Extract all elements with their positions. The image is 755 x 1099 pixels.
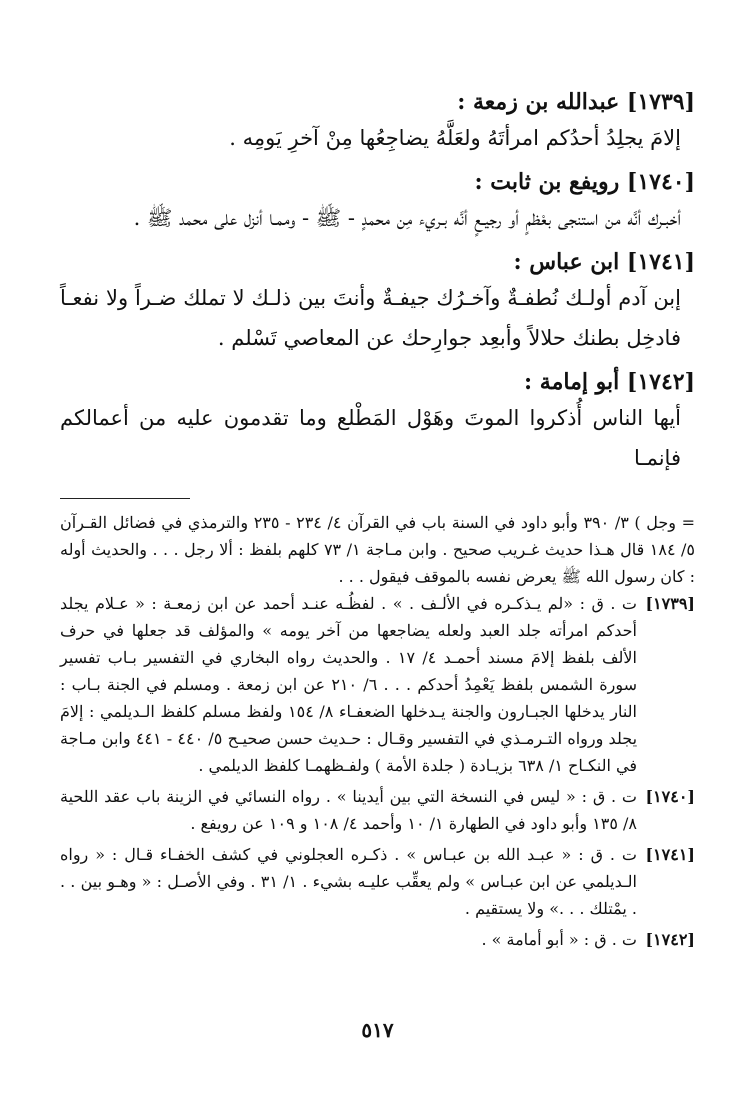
entry-narrator: ابن عباس : [513, 249, 620, 275]
entry-heading [60, 246, 695, 278]
entry-1739 [60, 86, 695, 158]
footnote-text: ت . ق : « أبو أمامة » . [481, 930, 637, 949]
footnote-text: ت . ق : « ليس في النسخة التي بين أيدينا » . رواه النسائي في الزينة باب عقد اللحية ٨/ ١٣٥ وأبو داود في الطهارة ١/ ١٠ وأحمد ٤/ ١٠٨ و ١٠٩ عن رويفع . [60, 787, 637, 833]
entry-narrator: رويفع بن ثابت : [474, 169, 620, 195]
entry-heading [60, 86, 695, 118]
footnote-number: [١٧٤٠] [645, 787, 695, 806]
page-content [60, 86, 695, 957]
footnote-text: ت . ق : «لم يـذكـره في الألـف . » . لفظُـه عنـد أحمد عن ابن زمعـة : « عـلام يجلد أحدكم امرأته جلد العبد ولعله يضاجعها من آخر يومه » والمؤلف قد جعلها في حرف الألف بلفظ إلامَ مسند أحمـد ٤/ ١٧ . والحديث رواه البخاري في التفسير بـاب تفسير سورة الشمس بلفظ يَعْمِدُ أحدكم . . . ٦/ ٢١٠ عن ابن زمعة . ومسلم في الجنة بـاب : النار يدخلها الجبـارون والجنة يـدخلها الضعفـاء ٨/ ١٥٤ ولفظ مسلم كلفظ الـديلمي : إلامَ يجلد ورواه التـرمـذي في التفسير وقـال : حـديث حسن صحيـح ٥/ ٤٤٠ - ٤٤١ وابن مـاجة في النكـاح ١/ ٦٣٨ بزيـادة ( جلدة الأمة ) ولفـظهمـا كلفظ الديلمي . [60, 594, 638, 775]
footnote-1740 [60, 783, 695, 837]
footnote-text: ت . ق : « عبـد الله بن عبـاس » . ذكـره العجلوني في كشف الخفـاء قـال : « رواه الـديلمي عن ابن عبـاس » ولم يعقِّب عليـه بشيء . ١/ ٣١ . وفي الأصـل : « وهـو بين . . . يمْتلك . . .» ولا يستقيم . [60, 845, 638, 918]
entry-heading [60, 366, 695, 398]
footnote-number: [١٧٤٢] [645, 930, 695, 949]
footnote-1739 [60, 590, 695, 779]
footnote-number: [١٧٣٩] [645, 594, 695, 613]
entry-number: [١٧٣٩] [626, 89, 695, 115]
entry-1740 [60, 166, 695, 238]
entry-number: [١٧٤١] [626, 249, 695, 275]
footnotes [60, 509, 695, 953]
entry-number: [١٧٤٢] [626, 369, 695, 395]
entry-narrator: عبدالله بن زمعة : [457, 89, 620, 115]
footnote-1742 [60, 926, 695, 953]
entry-text: إلامَ يجلِدُ أحدُكم امرأتَهُ ولعَلَّهُ يضاجِعُها مِنْ آخرِ يَومِه . [229, 126, 681, 150]
footnote-number: [١٧٤١] [645, 845, 695, 864]
footnote-1741 [60, 841, 695, 922]
entry-number: [١٧٤٠] [626, 169, 695, 195]
entry-narrator: أبو إمامة : [524, 369, 620, 395]
entry-heading [60, 166, 695, 198]
footnote-divider [60, 498, 190, 499]
entry-text: أخبـرك أنَّه من استنجى بعْظمٍ أو رجيـعٍ أنَّه بـريء مِن محمدٍ - ﷺ - وممـا أنزل على محمد ﷺ . [133, 206, 681, 230]
entry-1742 [60, 366, 695, 478]
entry-1741 [60, 246, 695, 358]
page-number: ٥١٧ [361, 1018, 394, 1042]
entry-text: إبن آدم أولـك نُطفـةٌ وآخـرُك جيفـةٌ وأنتَ بين ذلـك لا تملك ضـراً ولا نفعـاً فادخِل بطنك حلالاً وأبعِد جوارِحك عن المعاصي تَسْلم . [60, 286, 681, 350]
entry-text: أيها الناس أُذكروا الموتَ وهَوْل المَطْلع وما تقدمون عليه من أعمالكم فإنمـا [60, 406, 681, 470]
footnote-continuation: = وجل ) ٣/ ٣٩٠ وأبو داود في السنة باب في القرآن ٤/ ٢٣٤ - ٢٣٥ والترمذي في فضائل القـرآن ٥/ ١٨٤ قال هـذا حديث غـريب صحيح . وابن مـاجة ١/ ٧٣ كلهم بلفظ : ألا رجل . . . والحديث أوله : كان رسول الله ﷺ يعرض نفسه بالموقف فيقول . . . [60, 513, 696, 586]
